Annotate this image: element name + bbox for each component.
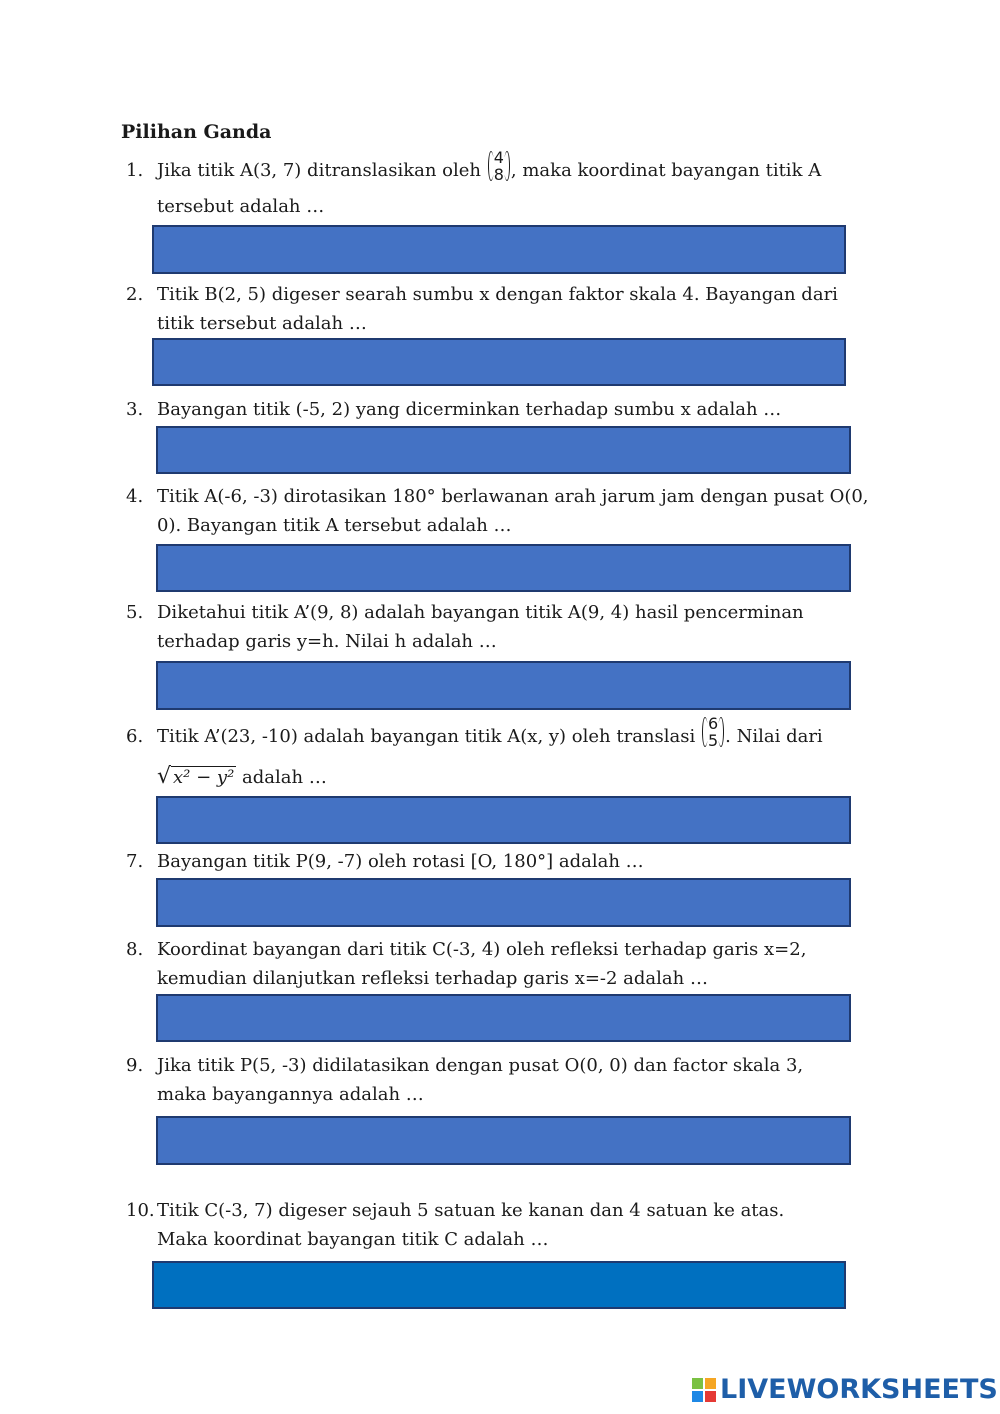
- vector-bottom: 5: [707, 731, 719, 750]
- answer-box-4[interactable]: [156, 544, 851, 592]
- answer-box-5[interactable]: [156, 661, 851, 710]
- vector-top: 6: [707, 714, 719, 733]
- question-text-after: , maka koordinat bayangan titik A: [510, 160, 822, 181]
- sqrt-expression: [157, 764, 236, 789]
- question-6-line2: [157, 762, 892, 792]
- liveworksheets-logo[interactable]: [692, 1374, 998, 1405]
- question-text-tail: adalah …: [236, 767, 327, 788]
- question-5-text: Diketahui titik A’(9, 8) adalah bayangan titik A(9, 4) hasil pencerminan terhadap garis y=h. Nilai h adalah …: [157, 602, 804, 652]
- vector: [488, 149, 510, 183]
- question-number: 2.: [126, 284, 144, 305]
- question-9-text: Jika titik P(5, -3) didilatasikan dengan pusat O(0, 0) dan factor skala 3, maka bayangannya adalah …: [157, 1055, 804, 1105]
- section-title: Pilihan Ganda: [121, 121, 272, 143]
- question-2-text: Titik B(2, 5) digeser searah sumbu x dengan faktor skala 4. Bayangan dari titik tersebut adalah …: [157, 284, 838, 334]
- question-10-text: Titik C(-3, 7) digeser sejauh 5 satuan ke kanan dan 4 satuan ke atas. Maka koordinat bayangan titik C adalah …: [157, 1200, 785, 1250]
- question-1-line2: tersebut adalah …: [157, 196, 325, 217]
- vector: [702, 715, 724, 749]
- question-1-text: [157, 148, 892, 185]
- radical-sign: √: [157, 764, 172, 789]
- answer-box-6[interactable]: [156, 796, 851, 844]
- question-text-before: Titik A’(23, -10) adalah bayangan titik A(x, y) oleh translasi: [157, 726, 701, 747]
- question-6-text: [157, 714, 892, 751]
- sqrt-radicand: x² − y²: [173, 767, 235, 788]
- question-text-after: . Nilai dari: [725, 726, 823, 747]
- question-8-text: Koordinat bayangan dari titik C(-3, 4) oleh refleksi terhadap garis x=2, kemudian dilanjutkan refleksi terhadap garis x=-2 adalah …: [157, 939, 807, 989]
- question-text-before: Jika titik A(3, 7) ditranslasikan oleh: [157, 160, 487, 181]
- answer-box-3[interactable]: [156, 426, 851, 474]
- question-number: 8.: [126, 939, 144, 960]
- question-number: 1.: [126, 160, 144, 181]
- question-number: 9.: [126, 1055, 144, 1076]
- question-7-text: Bayangan titik P(9, -7) oleh rotasi [O, 180°] adalah …: [157, 851, 644, 872]
- question-4-text: Titik A(-6, -3) dirotasikan 180° berlawanan arah jarum jam dengan pusat O(0, 0). Bayangan titik A tersebut adalah …: [157, 486, 869, 536]
- answer-box-7[interactable]: [156, 878, 851, 927]
- answer-box-2[interactable]: [152, 338, 846, 386]
- answer-box-8[interactable]: [156, 994, 851, 1042]
- question-number: 3.: [126, 399, 144, 420]
- liveworksheets-logo-icon: [692, 1378, 716, 1402]
- vector-bottom: 8: [493, 165, 504, 184]
- answer-box-1[interactable]: [152, 225, 846, 274]
- question-number: 5.: [126, 602, 144, 623]
- answer-box-9[interactable]: [156, 1116, 851, 1165]
- question-number: 7.: [126, 851, 144, 872]
- logo-text: LIVEWORKSHEETS: [720, 1374, 998, 1405]
- question-number: 4.: [126, 486, 144, 507]
- vector-top: 4: [493, 148, 504, 167]
- question-number: 10.: [126, 1200, 155, 1221]
- answer-box-10[interactable]: [152, 1261, 846, 1309]
- question-3-text: Bayangan titik (-5, 2) yang dicerminkan terhadap sumbu x adalah …: [157, 399, 782, 420]
- question-number: 6.: [126, 726, 144, 747]
